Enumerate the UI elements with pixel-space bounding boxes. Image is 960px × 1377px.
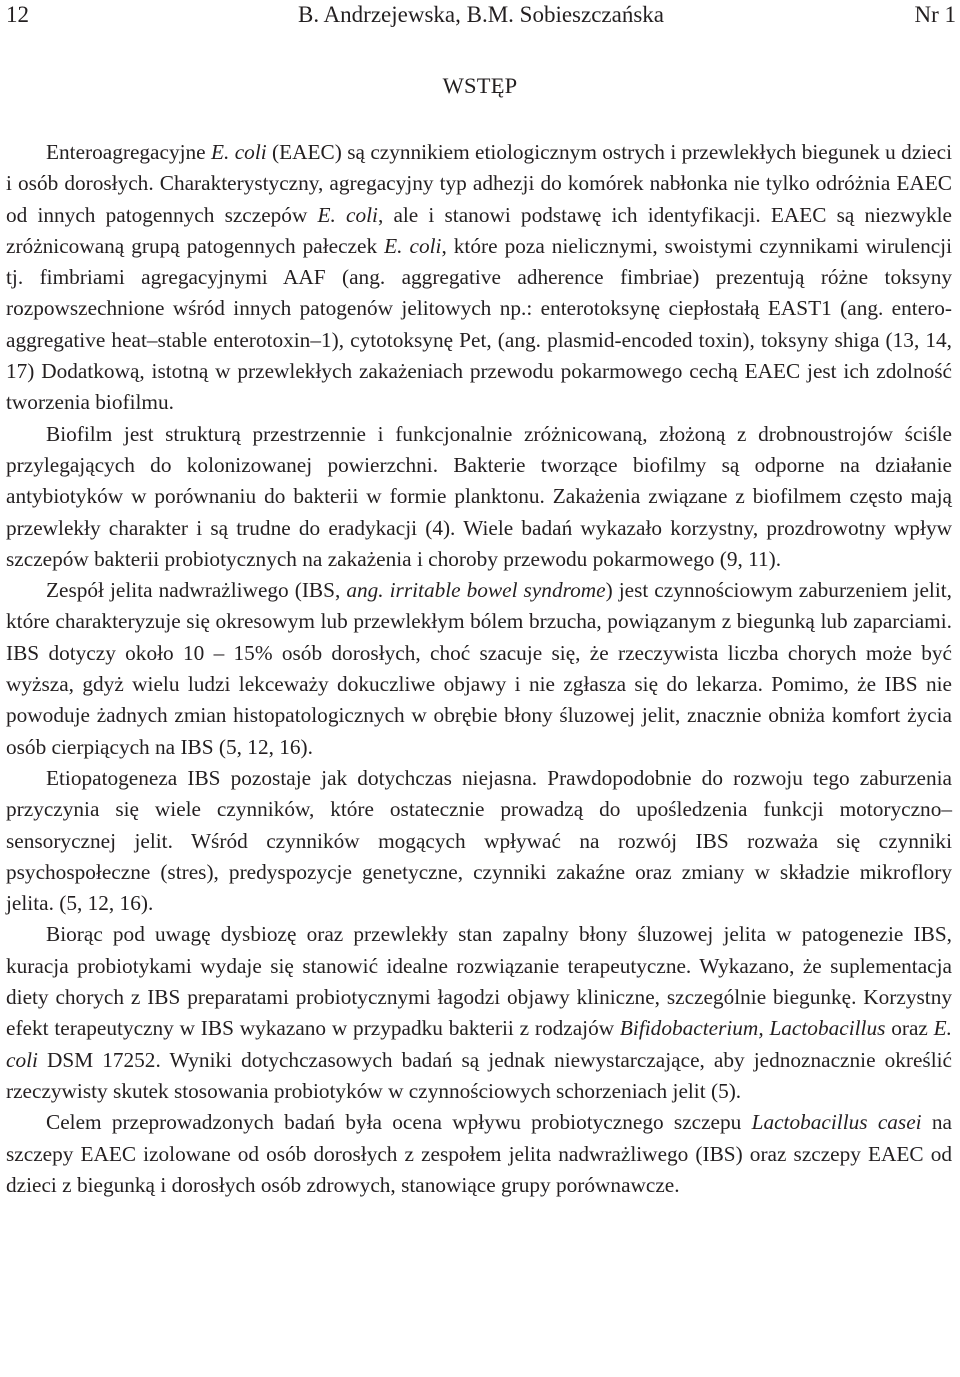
text-run: (EAEC) są czynnikiem etiologicznym ostrych i przewlekłych biegunek u dzieci i osób dorosłych. Charakterystyczny, agregacyjny typ adhezji do komórek nabłonka nie tylko odróżnia EAEC od innych patogennych szczepów [6,140,953,227]
running-header [6,0,956,30]
species-name: E. coli [211,140,267,164]
genus-names: Bifidobacterium, Lactobacillus [619,1016,886,1041]
paragraph-aim [6,1107,952,1201]
text-run: na szczepy EAEC izolowane od osób dorosłych z zespołem jelita nadwrażliwego (IBS) oraz szczepy EAEC od dzieci z biegunką i dorosłych osób zdrowych, stanowiące grupy porównawcze. [6,1110,952,1197]
text-run: Enteroagregacyjne [46,140,212,164]
species-name: E. coli [6,1016,953,1072]
text-run: Zespół jelita nadwrażliwego (IBS, [46,578,347,603]
issue-number: Nr 1 [914,2,956,27]
paragraph-etiopathogenesis: Etiopatogeneza IBS pozostaje jak dotychczas niejasna. Prawdopodobnie do rozwoju tego zaburzenia przyczynia się wiele czynników, które ostatecznie prowadzą do upośledzenia funkcji motoryczno– sensorycznej jelit. Wśród czynników mogących wpływać na rozwój IBS rozważa się czynniki psychospołeczne (stres), predyspozycje genetyczne, czynniki zakaźne oraz zmiany w składzie mikroflory jelita. (5, 12, 16). [6,765,952,916]
paragraph-biofilm: Biofilm jest strukturą przestrzennie i funkcjonalnie zróżnicowaną, złożoną z drobnoustrojów ściśle przylegających do kolonizowanej powierzchni. Bakterie tworzące biofilmy są odporne na działanie antybiotyków w porównaniu do bakterii w formie planktonu. Zakażenia związane z biofilmem często mają przewlekły charakter i są trudne do eradykacji (4). Wiele badań wykazało korzystny, prozdrowotny wpływ szczepów bakterii probiotycznych na zakażenia i choroby przewodu pokarmowego (9, 11). [6,421,952,571]
paragraph-eaec-intro [6,137,952,419]
section-heading: WSTĘP [442,73,518,98]
species-name: E. coli [317,202,378,227]
paragraph-probiotics [6,919,952,1107]
text-run: DSM 17252. Wyniki dotychczasowych badań są jednak niewystarczające, aby jednoznacznie określić rzeczywisty skutek stosowania probiotyków w czynnościowych schorzeniach jelit (5). [6,1047,952,1103]
text-run: , ale i stanowi podstawę ich identyfikacji. EAEC są niezwykle zróżnicowaną grupą patogennych pałeczek [6,202,953,258]
text-run: Celem przeprowadzonych badań była ocena wpływu probiotycznego szczepu [46,1110,752,1135]
page-number: 12 [6,2,29,27]
text-run: Biorąc pod uwagę dysbiozę oraz przewlekły stan zapalny błony śluzowej jelita w patogenezie IBS, kuracja probiotykami wydaje się stanowić idealne rozwiązanie terapeutyczne. Wykazano, że suplementacja diety chorych z IBS preparatami probiotycznymi łagodzi objawy kliniczne, szczególnie biegunkę. Korzystny efekt terapeutyczny w IBS wykazano w przypadku bakterii z rodzajów [6,922,952,1041]
text-run: oraz [885,1016,934,1041]
species-name: Lactobacillus casei [751,1110,922,1135]
text-run: , które poza nielicznymi, swoistymi czynnikami wirulencji tj. fimbriami agregacyjnymi AAF (ang. aggregative adherence fimbriae) prezentują różne toksyny rozpowszechnione wśród innych patogenów jelitowych np.: enterotoksynę ciepłostałą EAST1 (ang. entero-aggregative heat–stable enterotoxin–1), cytotoksynę Pet, (ang. plasmid-encoded toxin), toksyny shiga (13, 14, 17) Dodatkową, istotną w przewlekłych zakażeniach przewodu pokarmowego cechą EAEC jest ich zdolność tworzenia biofilmu. [6,233,952,415]
term-english: ang. irritable bowel syndrome [346,578,606,603]
species-name: E. coli [384,233,442,258]
header-authors: B. Andrzejewska, B.M. Sobieszczańska [297,2,664,27]
text-run: ) jest czynnościowym zaburzeniem jelit, które charakteryzuje się okresowym lub przewlekłym bólem brzucha, powiązanym z biegunką lub zaparciami. IBS dotyczy około 10 – 15% osób dorosłych, choć szacuje się, że rzeczywista liczba chorych może być wyższa, gdyż wielu ludzi lekceważy dokuczliwe objawy i nie zgłasza się do lekarza. Pomimo, że IBS nie powoduje żadnych zmian histopatologicznych w obrębie błony śluzowej jelit, znacznie obniża komfort życia osób cierpiących na IBS (5, 12, 16). [6,578,953,759]
paragraph-ibs [6,575,952,763]
body-text [6,137,952,1201]
